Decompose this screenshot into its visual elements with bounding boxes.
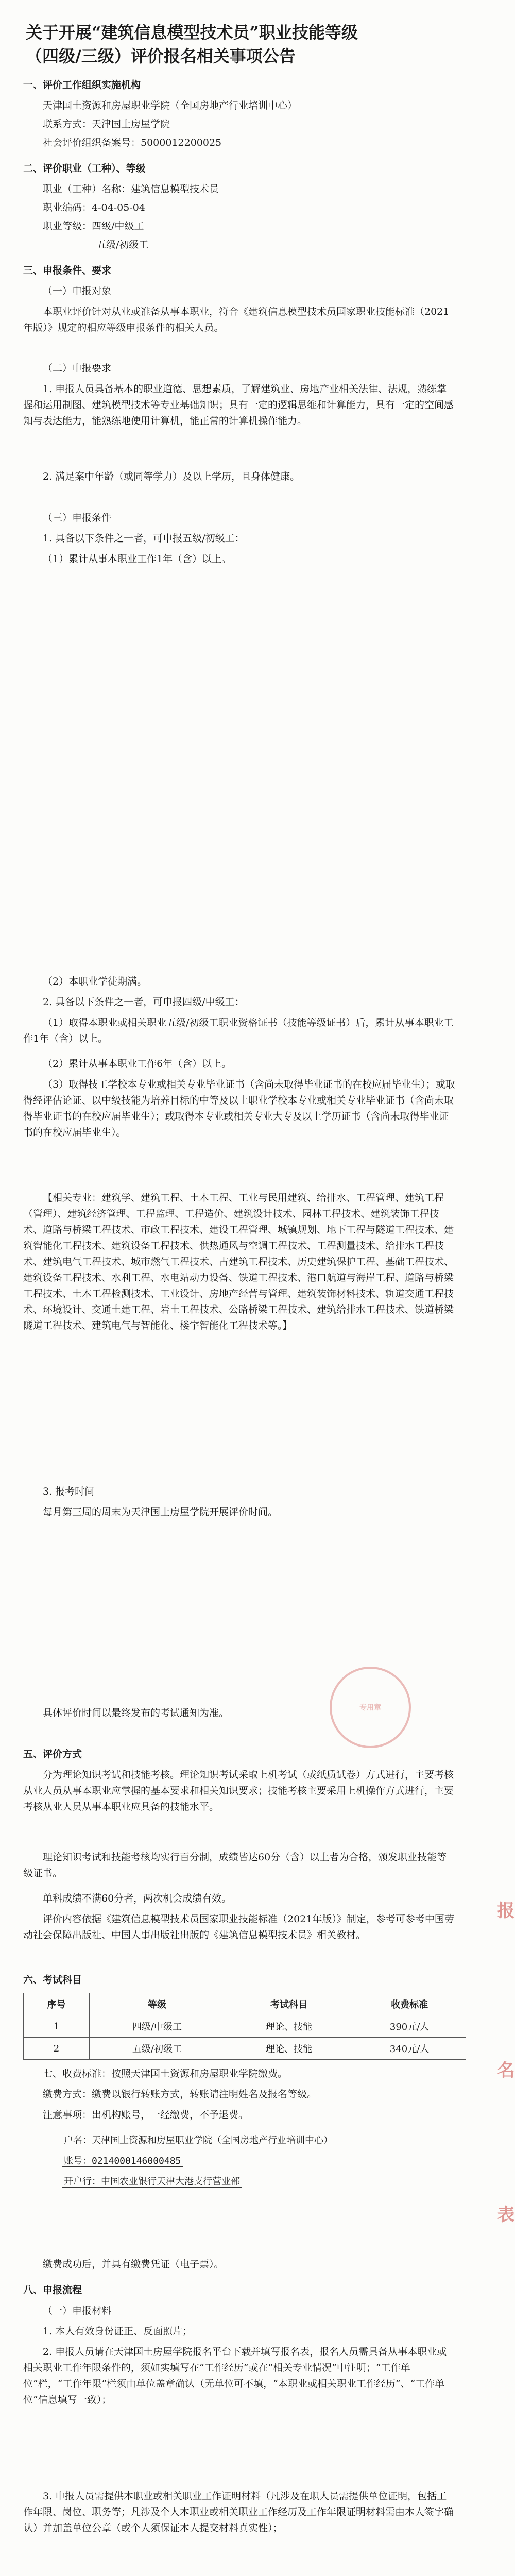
paragraph: 分为理论知识考试和技能考核。理论知识考试采取上机考试（或纸质试卷）方式进行，主要考核从业人员从事本职业应掌握的基本要求和相关知识要求；技能考核主要采用上机操作方式进行，主要考核从业人员从事本职业应具备的技能水平。 bbox=[23, 1769, 454, 1812]
paragraph: 五级/初级工 bbox=[96, 239, 149, 250]
edge-seal-mark: 名 bbox=[494, 2061, 514, 2078]
bank-account-number bbox=[62, 2154, 464, 2169]
paragraph: 具体评价时间以最终发布的考试通知为准。 bbox=[43, 1707, 229, 1719]
paragraph: 1. 具备以下条件之一者，可申报五级/初级工： bbox=[43, 533, 245, 544]
paragraph: 缴费方式：缴费以银行转账方式，转账请注明姓名及报名等级。 bbox=[43, 2089, 317, 2100]
table-cell: 五级/初级工 bbox=[90, 2038, 225, 2060]
edge-seal-mark: 表 bbox=[494, 2205, 514, 2223]
table-cell: 2 bbox=[24, 2038, 90, 2060]
paragraph: （2）累计从事本职业工作6年（含）以上。 bbox=[43, 1058, 232, 1070]
table-header-cell: 考试科目 bbox=[225, 1993, 353, 2015]
section-heading: 六、考试科目 bbox=[23, 1974, 82, 1986]
fee-table bbox=[23, 1993, 466, 2060]
paragraph: （3）取得技工学校本专业或相关专业毕业证书（含尚未取得毕业证书的在校应届毕业生）；或取得经评估论证、以中级技能为培养目标的中等及以上职业学校本专业或相关专业毕业证书（含尚未取得毕业证书的在校应届毕业生）；或取得本专业或相关专业大专及以上学历证书（含尚未取得毕业证书的在校应届毕业生）。 bbox=[23, 1079, 455, 1138]
seal-text: 专用章 bbox=[359, 1704, 381, 1712]
table-cell: 理论、技能 bbox=[225, 2038, 353, 2060]
section-heading: 五、评价方式 bbox=[23, 1749, 82, 1760]
table-header-cell: 等级 bbox=[90, 1993, 225, 2015]
paragraph: 2. 具备以下条件之一者，可申报四级/中级工： bbox=[43, 996, 245, 1008]
sub-heading: （二）申报要求 bbox=[43, 363, 112, 374]
table-cell: 理论、技能 bbox=[225, 2015, 353, 2038]
bank-name-value: 户名：天津国土资源和房屋职业学院（全国房地产行业培训中心） bbox=[62, 2135, 335, 2146]
section-heading: 八、申报流程 bbox=[23, 2284, 82, 2296]
table-cell: 340元/人 bbox=[353, 2038, 466, 2060]
paragraph: 职业等级：四级/中级工 bbox=[43, 221, 144, 232]
paragraph: （1）累计从事本职业工作1年（含）以上。 bbox=[43, 553, 232, 565]
section-heading: 三、申报条件、要求 bbox=[23, 265, 112, 276]
paragraph: 联系方式：天津国土房屋学院 bbox=[43, 118, 170, 130]
paragraph: 七、收费标准：按照天津国土资源和房屋职业学院缴费。 bbox=[43, 2068, 288, 2079]
paragraph: （1）取得本职业或相关职业五级/初级工职业资格证书（技能等级证书）后，累计从事本职业工作1年（含）以上。 bbox=[23, 1017, 454, 1044]
official-seal bbox=[330, 1667, 411, 1748]
paragraph: 2. 申报人员请在天津国土房屋学院报名平台下载并填写报名表，报名人员需具备从事本职业或相关职业工作年限条件的，须如实填写在“工作经历”或在“相关专业情况”中注明；“工作单位”栏，“工作年限”栏须由单位盖章确认（无单位可不填，“本职业或相关职业工作经历”、“工作单位”信息填写一致）； bbox=[23, 2346, 447, 2405]
paragraph: 缴费成功后，并具有缴费凭证（电子票）。 bbox=[43, 2259, 224, 2270]
paragraph: 单科成绩不满60分者，两次机会成绩有效。 bbox=[43, 1893, 232, 1904]
bank-branch-value: 开户行：中国农业银行天津大港支行营业部 bbox=[62, 2176, 242, 2188]
paragraph: 【相关专业：建筑学、建筑工程、土木工程、工业与民用建筑、给排水、工程管理、建筑工程（管理）、建筑经济管理、工程监理、工程造价、建筑设计技术、园林工程技术、建筑装饰工程技术、道路与桥梁工程技术、市政工程技术、建设工程管理、城镇规划、地下工程与隧道工程技术、建筑智能化工程技术、建筑设备工程技术、供热通风与空调工程技术、工程测量技术、给排水工程技术、建筑电气工程技术、城市燃气工程技术、古建筑工程技术、历史建筑保护工程、基础工程技术、建筑设备工程技术、水利工程、水电站动力设备、铁道工程技术、港口航道与海岸工程、道路与桥梁工程技术、土木工程检测技术、工业设计、房地产经营与管理、建筑装饰材料技术、轨道交通工程技术、环境设计、交通土建工程、岩土工程技术、公路桥梁工程技术、建筑给排水工程技术、铁道桥梁隧道工程技术、建筑电气与智能化、楼宇智能化工程技术等。】 bbox=[23, 1192, 454, 1331]
table-cell: 四级/中级工 bbox=[90, 2015, 225, 2038]
paragraph: 本职业评价针对从业或准备从事本职业，符合《建筑信息模型技术员国家职业技能标准（2021年版）》规定的相应等级申报条件的相关人员。 bbox=[23, 306, 450, 333]
bank-branch bbox=[62, 2174, 464, 2190]
page-title: 关于开展“建筑信息模型技术员”职业技能等级（四级/三级）评价报名相关事项公告 bbox=[26, 23, 358, 66]
paragraph: 3. 报考时间 bbox=[43, 1486, 95, 1497]
paragraph: 3. 申报人员需提供本职业或相关职业工作证明材料（凡涉及在职人员需提供单位证明，包括工作年限、岗位、职务等；凡涉及个人本职业或相关职业工作经历及工作年限证明材料需由本人签字确认）并加盖单位公章（或个人须保证本人提交材料真实性）； bbox=[23, 2490, 454, 2534]
table-cell: 390元/人 bbox=[353, 2015, 466, 2038]
table-row bbox=[24, 2015, 466, 2038]
paragraph: 天津国土资源和房屋职业学院（全国房地产行业培训中心） bbox=[43, 100, 298, 111]
bank-number-value: 账号：0214000146000485 bbox=[62, 2156, 183, 2167]
paragraph: 理论知识考试和技能考核均实行百分制，成绩皆达60分（含）以上者为合格，颁发职业技能等级证书。 bbox=[23, 1852, 447, 1879]
edge-seal-mark: 报 bbox=[494, 1901, 514, 1919]
paragraph: 1. 本人有效身份证正、反面照片； bbox=[43, 2326, 193, 2337]
section-heading: 二、评价职业（工种）、等级 bbox=[23, 163, 146, 174]
paragraph: 职业编码：4-04-05-04 bbox=[43, 202, 145, 213]
paragraph: 2. 满足案中年龄（或同等学力）及以上学历，且身体健康。 bbox=[43, 471, 300, 482]
paragraph: 每月第三周的周末为天津国土房屋学院开展评价时间。 bbox=[43, 1506, 278, 1518]
table-header-row bbox=[24, 1993, 466, 2015]
table-cell: 1 bbox=[24, 2015, 90, 2038]
paragraph: 社会评价组织备案号：5000012200025 bbox=[43, 137, 222, 148]
section-heading: 一、评价工作组织实施机构 bbox=[23, 79, 141, 91]
sub-heading: （一）申报对象 bbox=[43, 285, 112, 297]
paragraph: 注意事项：出机构账号，一经缴费，不予退费。 bbox=[43, 2109, 249, 2121]
sub-heading: （一）申报材料 bbox=[43, 2305, 112, 2316]
bank-account-name bbox=[62, 2133, 464, 2148]
paragraph: 评价内容依据《建筑信息模型技术员国家职业技能标准（2021年版）》制定，参考可参考中国劳动社会保障出版社、中国人事出版社出版的《建筑信息模型技术员》相关教材。 bbox=[23, 1913, 454, 1941]
table-row bbox=[24, 2038, 466, 2060]
sub-heading: （三）申报条件 bbox=[43, 512, 112, 523]
table-header-cell: 收费标准 bbox=[353, 1993, 466, 2015]
paragraph: （2）本职业学徒期满。 bbox=[43, 976, 147, 987]
table-header-cell: 序号 bbox=[24, 1993, 90, 2015]
paragraph: 职业（工种）名称：建筑信息模型技术员 bbox=[43, 183, 219, 195]
paragraph: 1. 申报人员具备基本的职业道德、思想素质，了解建筑业、房地产业相关法律、法规，熟练掌握和运用制图、建筑模型技术等专业基础知识；具有一定的逻辑思维和计算能力，具有一定的空间感知与表达能力，能熟练地使用计算机，能正常的计算机操作能力。 bbox=[23, 383, 454, 427]
